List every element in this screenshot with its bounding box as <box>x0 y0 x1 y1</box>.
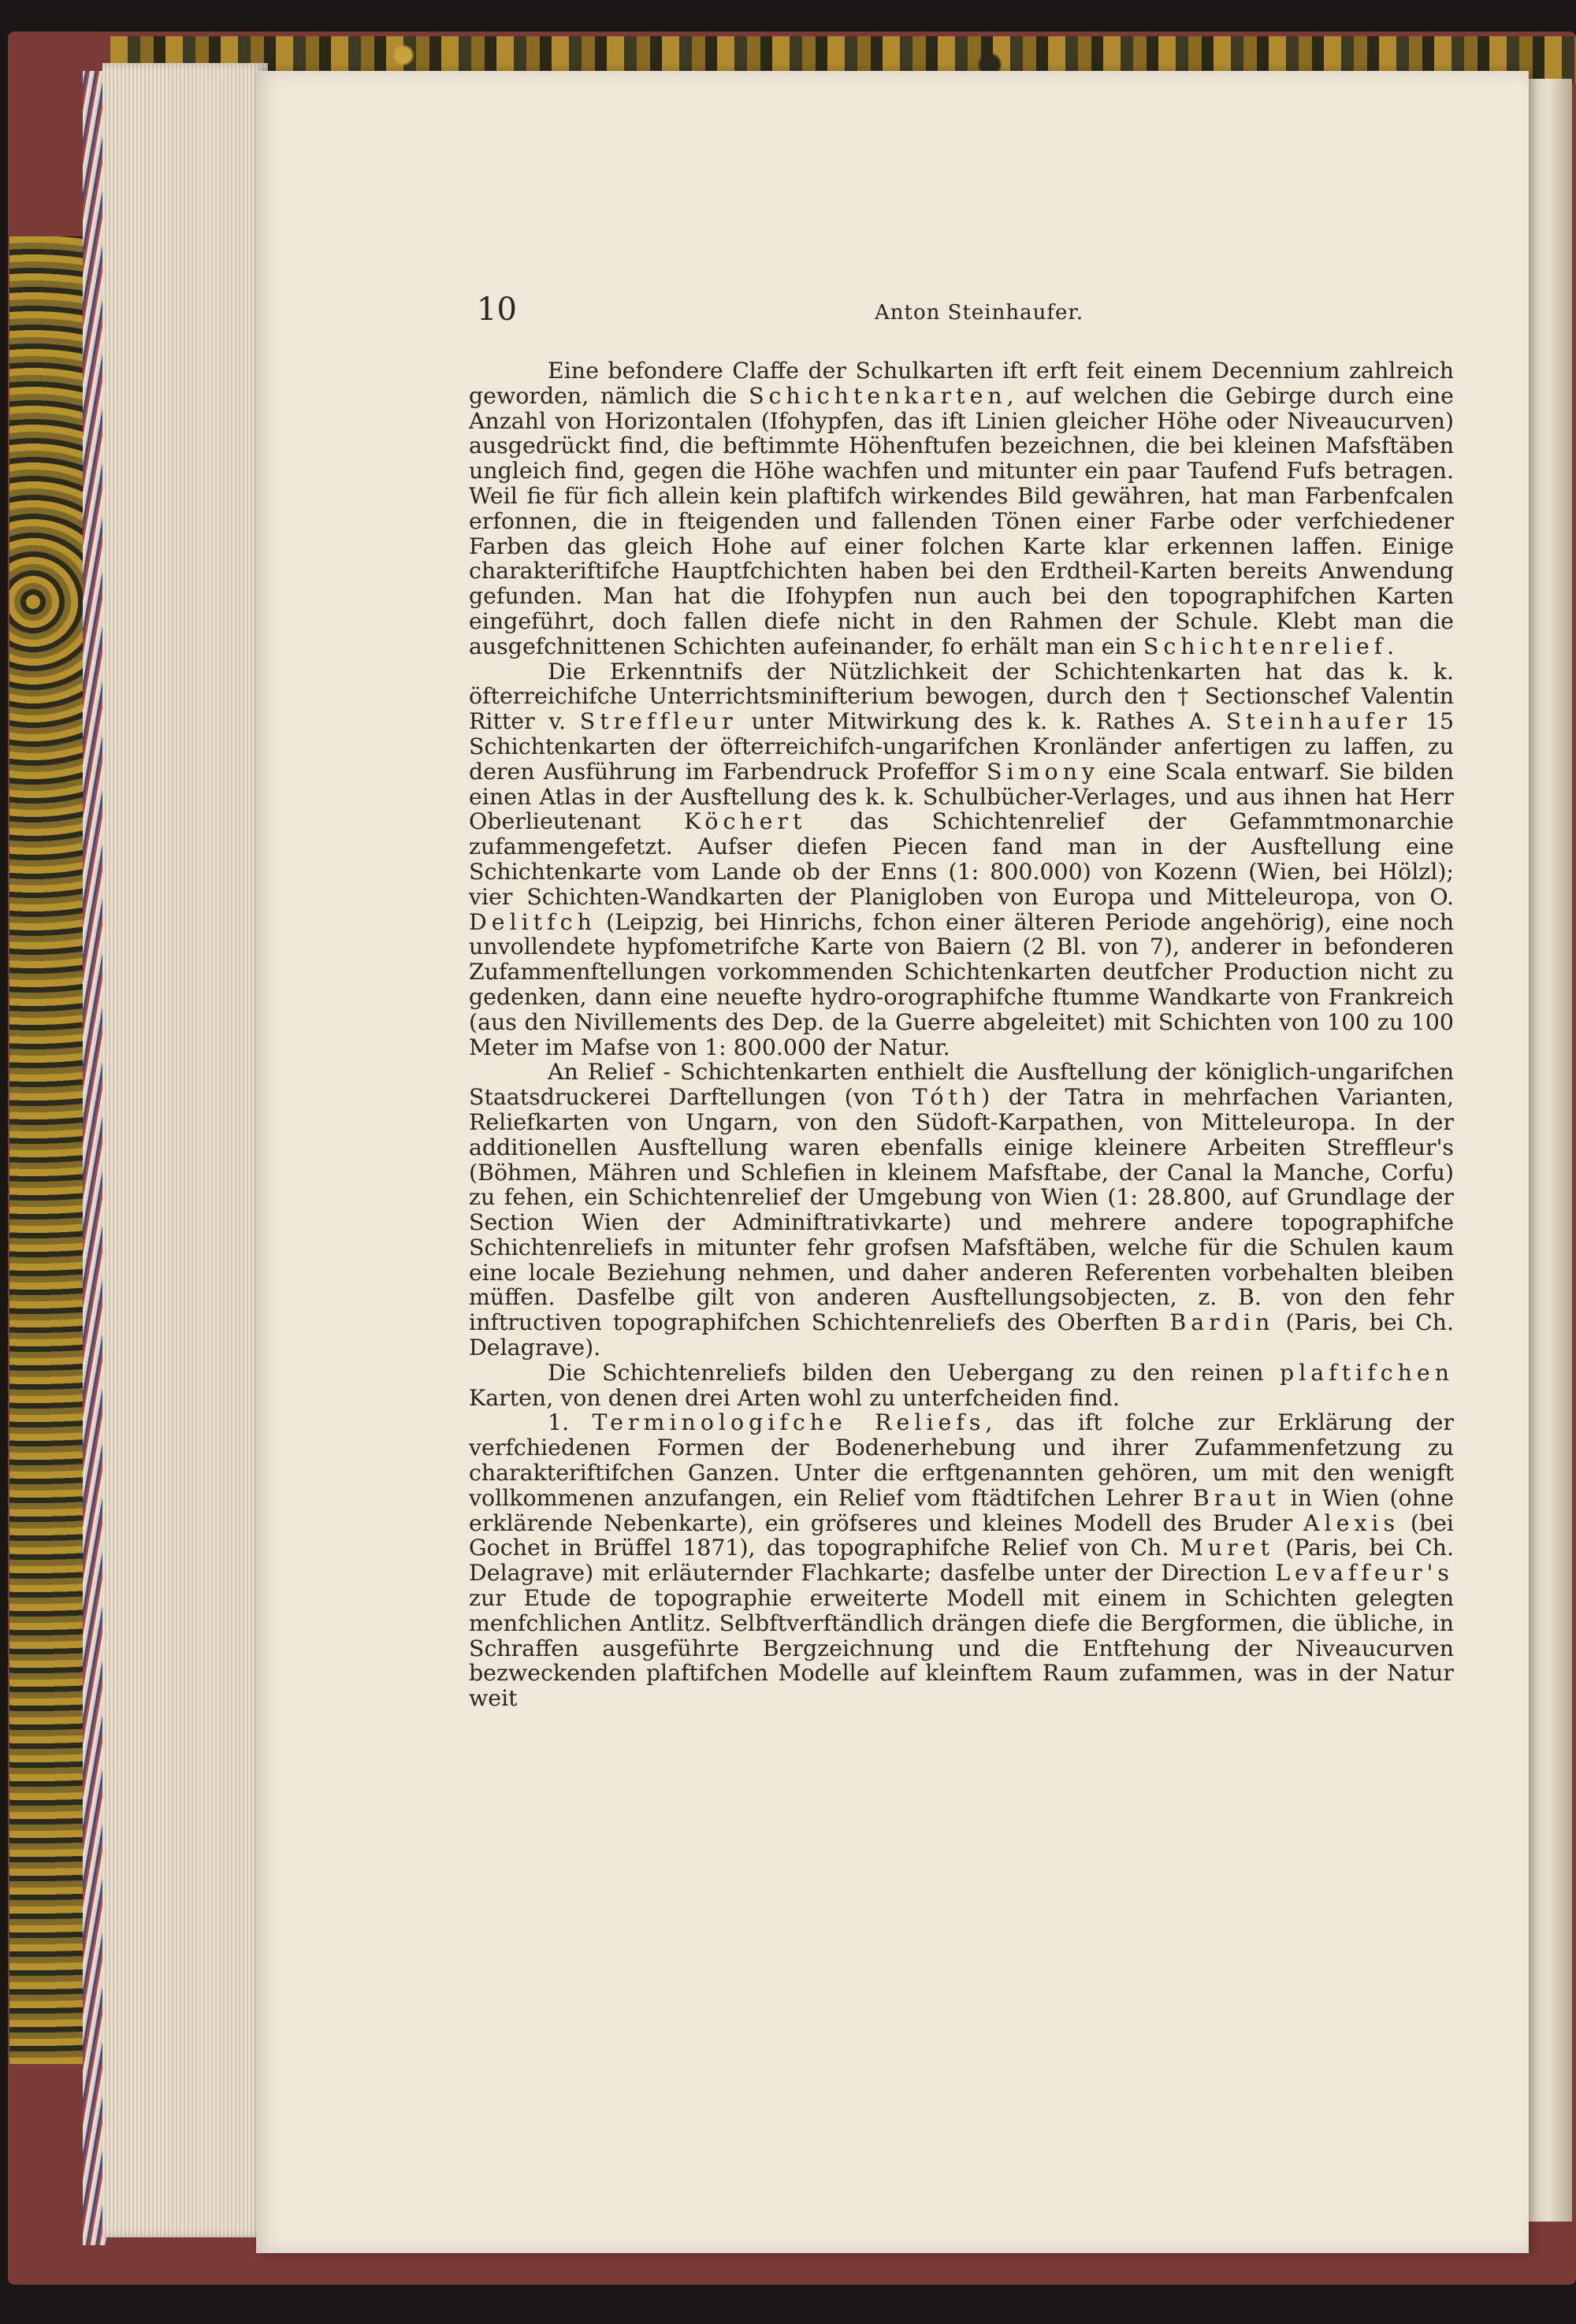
text-run: (Leipzig, bei Hinrichs, fchon einer älteren Periode angehörig), eine noch unvollendete hypfometrifche Karte von Baiern (2 Bl. von 7), anderer in befonderen Zufammenftellungen vorkommenden Schichtenkarten deutfcher Production nicht zu gedenken, dann eine neuefte hydro-orographifche ftumme Wandkarte von Frankreich (aus den Nivillements des Dep. de la Guerre abgeleitet) mit Schichten von 100 zu 100 Meter im Mafse von 1: 800.000 der Natur. <box>469 908 1454 1060</box>
spaced-name: Köchert <box>683 808 807 835</box>
text-run: in Wien (ohne erklärende Nebenkarte), ein gröfseres und kleines Modell des Bruder <box>469 1484 1454 1536</box>
spaced-name: Tóth <box>912 1084 982 1111</box>
text-run: Die Erkenntnifs der Nützlichkeit der Schichtenkarten hat das k. k. öfterreichifche Unterrichtsminifterium bewogen, durch den † Sectionschef Valentin Ritter v. <box>469 658 1454 735</box>
spaced-term: Schichtenrelief <box>1143 633 1388 659</box>
spaced-name: Muret <box>1180 1535 1274 1561</box>
paragraph-5 <box>469 1410 1454 1711</box>
text-run: eine Scala entwarf. Sie bilden einen Atlas in der Ausftellung des k. k. Schulbücher-Verlages, und aus ihnen hat Herr Oberlieutenant <box>469 758 1454 835</box>
body-text <box>469 358 1454 1711</box>
spaced-name: Bardin <box>1169 1309 1275 1336</box>
text-run: . <box>1387 633 1395 659</box>
marbled-edge-left <box>9 236 88 2064</box>
spaced-term: Terminologifche Reliefs <box>592 1409 986 1436</box>
spaced-name: Simony <box>987 758 1099 785</box>
running-head: Anton Steinhaufer. <box>875 301 1084 325</box>
text-run: An Relief - Schichtenkarten enthielt die Ausftellung der königlich-ungarifchen Staatsdruckerei Darftellungen (von <box>469 1059 1454 1111</box>
text-run: (bei Gochet in Brüffel 1871), das topographifche Relief von Ch. <box>469 1509 1454 1561</box>
spaced-name: Steinhaufer <box>1225 708 1412 735</box>
spaced-name: Streffleur <box>579 708 738 735</box>
paragraph-3 <box>469 1060 1454 1361</box>
spaced-term: plaftifchen <box>1280 1359 1454 1386</box>
spaced-term: Schichtenkarten <box>749 382 1007 409</box>
spaced-name: Delitfch <box>469 908 597 935</box>
text-run: , das ift folche zur Erklärung der verfchiedenen Formen der Bodenerhebung und ihrer Zufammenfetzung zu charakteriftifchen Ganzen. Unter die erftgenannten gehören, um mit den wenigft vollkommenen anzufangen, ein Relief vom ftädtifchen Lehrer <box>469 1409 1454 1511</box>
page-stack-left <box>102 63 268 2237</box>
text-run: zur Etude de topographie erweiterte Modell mit einem in Schichten gelegten menfchlichen Antlitz. Selbftverftändlich drängen diefe die Bergformen, die übliche, in Schraffen ausgeführte Bergzeichnung und die Entftehung der Niveaucurven bezweckenden plaftifchen Modelle auf kleinftem Raum zufammen, was in der Natur weit <box>469 1585 1454 1712</box>
text-run: ) der Tatra in mehrfachen Varianten, Reliefkarten von Ungarn, von den Südoft-Karpathen, von Mitteleuropa. In der additionellen Ausftellung waren ebenfalls einige kleinere Arbeiten Streffleur's (Böhmen, Mähren und Schlefien in kleinem Mafsftabe, der Canal la Manche, Corfu) zu fehen, ein Schichtenrelief der Umgebung von Wien (1: 28.800, auf Grundlage der Section Wien der Adminiftrativkarte) und mehrere andere topographifche Schichtenreliefs in mitunter fehr grofsen Mafsftäben, welche für die Schulen kaum eine locale Beziehung nehmen, und daher anderen Referenten vorbehalten bleiben müffen. Dasfelbe gilt von anderen Ausftellungsobjecten, z. B. von den fehr inftructiven topographifchen Schichtenreliefs des Oberften <box>469 1084 1454 1336</box>
paragraph-1 <box>469 358 1454 659</box>
text-run: Die Schichtenreliefs bilden den Uebergang zu den reinen <box>548 1359 1280 1386</box>
text-run: Eine befondere Claffe der Schulkarten ift erft feit einem Decennium zahlreich geworden, nämlich die <box>469 358 1454 409</box>
spaced-name: Braut <box>1192 1484 1280 1511</box>
text-run: Karten, von denen drei Arten wohl zu unterfcheiden find. <box>469 1384 1120 1411</box>
text-run: 15 Schichtenkarten der öfterreichifch-ungarifchen Kronländer anfertigen zu laffen, zu deren Ausführung im Farbendruck Profeffor <box>469 708 1455 785</box>
paragraph-4 <box>469 1361 1454 1411</box>
text-run: unter Mitwirkung des k. k. Rathes A. <box>737 708 1226 735</box>
page-edge-right <box>1525 79 1572 2222</box>
spaced-name: Alexis <box>1303 1509 1400 1536</box>
text-run: 1. <box>548 1409 593 1436</box>
text-run: das Schichtenrelief der Gefammtmonarchie zufammengefetzt. Aufser diefen Piecen fand man in der Ausftellung eine Schichtenkarte vom Lande ob der Enns (1: 800.000) von Kozenn (Wien, bei Hölzl); vier Schichten-Wandkarten der Planigloben von Europa und Mitteleuropa, von O. <box>469 808 1454 910</box>
text-run: (Paris, bei Ch. Delagrave) mit erläuternder Flachkarte; dasfelbe unter der Direction <box>469 1535 1454 1587</box>
text-run: (Paris, bei Ch. Delagrave). <box>469 1309 1454 1361</box>
page-number: 10 <box>477 291 517 328</box>
spaced-name: Levaffeur's <box>1275 1560 1454 1587</box>
text-run: , auf welchen die Gebirge durch eine Anzahl von Horizontalen (Ifohypfen, das ift Linien gleicher Höhe oder Niveaucurven) ausgedrückt find, die beftimmte Höhenftufen bezeichnen, die bei kleinen Mafsftäben ungleich find, gegen die Höhe wachfen und mitunter ein paar Taufend Fufs betragen. Weil fie für fich allein kein plaftifch wirkendes Bild gewähren, hat man Farbenfcalen erfonnen, die in fteigenden und fallenden Tönen einer Farbe oder verfchiedener Farben das gleich Hohe auf einer folchen Karte klar erkennen laffen. Einige charakteriftifche Hauptfchichten haben bei den Erdtheil-Karten bereits Anwendung gefunden. Man hat die Ifohypfen nun auch bei den topographifchen Karten eingeführt, doch fallen diefe nicht in den Rahmen der Schule. Klebt man die ausgefchnittenen Schichten aufeinander, fo erhält man ein <box>469 382 1454 659</box>
paragraph-2 <box>469 659 1454 1060</box>
